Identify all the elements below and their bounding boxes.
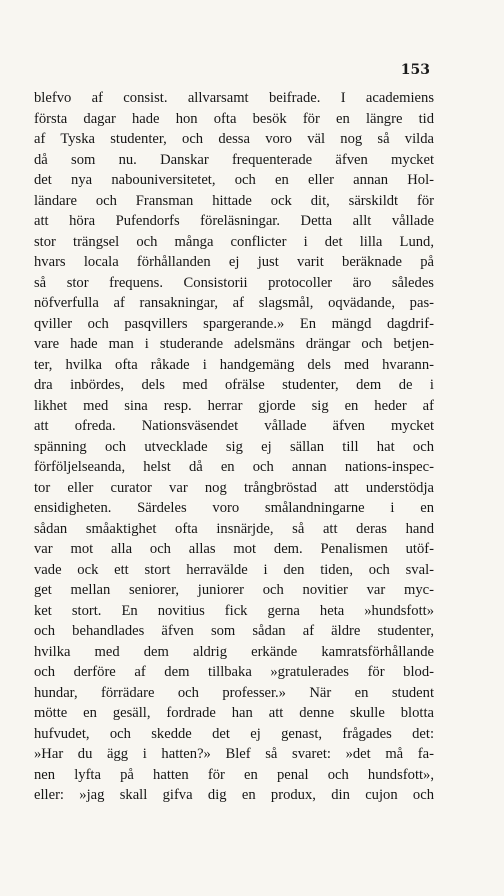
text-line: nöfverfulla af ransakningar, af slagsmål, oqvädande, pas- xyxy=(34,295,434,311)
text-line: dra inbördes, dels med ofrälse studenter, dem de i xyxy=(34,377,434,393)
text-line: första dagar hade hon ofta besök för en längre tid xyxy=(34,110,434,127)
text-line: förföljelseanda, helst då en och annan nations-inspec- xyxy=(34,459,434,475)
text-line: att höra Pufendorfs föreläsningar. Detta allt vållade xyxy=(34,213,434,229)
text-line: af Tyska studenter, och dessa voro väl nog så vilda xyxy=(34,131,434,147)
text-line: stor trängsel och många conflicter i det lilla Lund, xyxy=(34,233,434,250)
text-line: hvilka med dem aldrig erkände kamratsförhållande xyxy=(34,643,434,660)
text-line: vare hade man i studerande adelsmäns drängar och betjen- xyxy=(34,336,434,352)
text-line: tor eller curator var nog trångbröstad att understödja xyxy=(34,479,434,496)
page-number: 153 xyxy=(400,62,430,78)
body-text xyxy=(34,88,434,806)
text-line: hufvudet, och skedde det ej genast, frågades det: xyxy=(34,725,434,742)
text-line: att ofreda. Nationsväsendet vållade äfven mycket xyxy=(34,418,434,434)
text-line: då som nu. Danskar frequenterade äfven mycket xyxy=(34,151,434,168)
text-line: nen lyfta på hatten för en penal och hundsfott», xyxy=(34,766,434,783)
text-line: hvars locala förhållanden ej just varit beräknade på xyxy=(34,254,434,270)
text-line: eller: »jag skall gifva dig en produx, din cujon och xyxy=(34,787,434,803)
text-line: ensidigheten. Särdeles voro smålandningarne i en xyxy=(34,500,434,516)
text-line: qviller och pasqvillers spargerande.» En mängd dagdrif- xyxy=(34,315,434,332)
text-line: likhet med sina resp. herrar gjorde sig en heder af xyxy=(34,397,434,414)
text-line: det nya nabouniversitetet, och en eller annan Hol- xyxy=(34,172,434,188)
text-line: och behandlades äfven som sådan af äldre studenter, xyxy=(34,623,434,639)
text-line: ter, hvilka ofta råkade i handgemäng dels med hvarann- xyxy=(34,356,434,373)
text-line: vade ock ett stort herravälde i den tiden, och sval- xyxy=(34,561,434,578)
text-line: ket stort. En novitius fick gerna heta »hundsfott» xyxy=(34,602,434,619)
text-line: mötte en gesäll, fordrade han att denne skulle blotta xyxy=(34,705,434,721)
text-line: var mot alla och allas mot dem. Penalismen utöf- xyxy=(34,541,434,557)
text-line: sådan småaktighet ofta insnärjde, så att deras hand xyxy=(34,520,434,537)
text-line: och derföre af dem tillbaka »gratulerades för blod- xyxy=(34,664,434,680)
text-line: get mellan seniorer, juniorer och novitier var myc- xyxy=(34,582,434,598)
text-line: spänning och utvecklade sig ej sällan till hat och xyxy=(34,438,434,455)
text-line: så stor frequens. Consistorii protocoller äro således xyxy=(34,274,434,291)
text-line: blefvo af consist. allvarsamt beifrade. I academiens xyxy=(34,90,434,106)
text-line: ländare och Fransman hittade ock dit, särskildt för xyxy=(34,192,434,209)
text-line: hundar, förrädare och professer.» När en student xyxy=(34,684,434,701)
text-line: »Har du ägg i hatten?» Blef så svaret: »det må fa- xyxy=(34,746,434,762)
